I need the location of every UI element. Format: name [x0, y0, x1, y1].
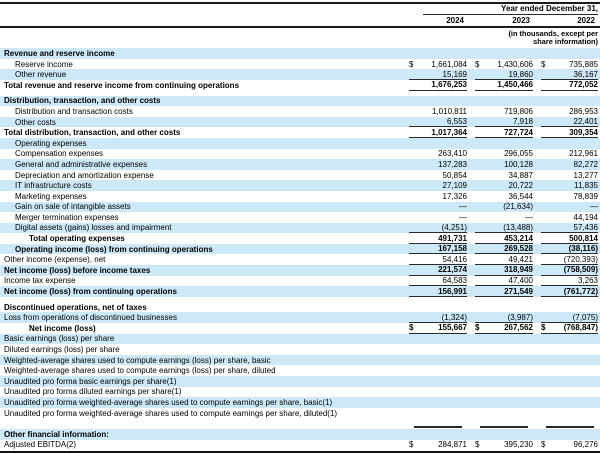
table-row: [0, 159, 600, 170]
value-cell: [409, 440, 467, 451]
value-cell: [475, 334, 533, 345]
year-column-2024: 2024: [446, 15, 464, 25]
value-cell: [541, 429, 598, 440]
value-cell: [409, 365, 467, 376]
value-text: 137,283: [438, 159, 467, 169]
row-label: Distribution, transaction, and other costs: [4, 96, 161, 106]
row-label: IT infrastructure costs: [15, 181, 92, 191]
table-row: [0, 365, 600, 376]
value-text: 155,667: [438, 323, 467, 333]
table-row: [0, 265, 600, 276]
value-text: 36,544: [508, 191, 533, 201]
value-cell: [409, 376, 467, 387]
value-cell: [409, 191, 467, 202]
row-label: Unaudited pro forma basic earnings per share(1): [4, 376, 177, 386]
dollar-sign: $: [475, 323, 480, 333]
units-note: [0, 28, 600, 48]
value-cell: [541, 323, 598, 334]
value-cell: [409, 286, 467, 297]
value-cell: [409, 117, 467, 128]
value-cell: [475, 106, 533, 117]
row-label: Merger termination expenses: [15, 212, 119, 222]
dollar-sign: $: [541, 323, 546, 333]
value-text: 1,661,084: [431, 59, 467, 69]
value-text: 318,949: [504, 265, 533, 275]
value-cell: [475, 96, 533, 107]
value-cell: [475, 365, 533, 376]
value-text: 13,277: [573, 170, 598, 180]
value-text: 395,230: [504, 440, 533, 450]
value-cell: [409, 397, 467, 408]
value-cell: [475, 117, 533, 128]
value-cell: [475, 138, 533, 149]
row-label: Digital assets (gains) losses and impairment: [15, 223, 172, 233]
value-text: 267,562: [504, 323, 533, 333]
table-row: [0, 212, 600, 223]
value-cell: [541, 170, 598, 181]
value-text: 727,724: [504, 127, 533, 137]
row-label: General and administrative expenses: [15, 159, 148, 169]
row-label: Marketing expenses: [15, 191, 87, 201]
value-cell: [409, 408, 467, 419]
value-cell: [475, 59, 533, 70]
value-cell: [475, 80, 533, 91]
value-cell: [541, 302, 598, 313]
value-cell: [409, 276, 467, 287]
value-cell: [409, 265, 467, 276]
value-cell: [541, 202, 598, 213]
value-cell: [475, 191, 533, 202]
value-text: 286,953: [569, 106, 598, 116]
units-note-line2: share information): [533, 36, 598, 46]
value-cell: [475, 265, 533, 276]
value-cell: [541, 48, 598, 59]
value-cell: [409, 312, 467, 323]
value-cell: [409, 344, 467, 355]
value-text: 100,128: [504, 159, 533, 169]
year-column-2023: 2023: [512, 15, 530, 25]
value-cell: [541, 355, 598, 366]
value-cell: [475, 344, 533, 355]
table-row: [0, 355, 600, 366]
value-text: 49,421: [508, 254, 533, 264]
row-label: Discontinued operations, net of taxes: [4, 302, 147, 312]
table-row: [0, 180, 600, 191]
value-cell: [475, 254, 533, 265]
row-label: Total revenue and reserve income from continuing operations: [4, 80, 240, 90]
dollar-sign: $: [475, 59, 480, 69]
value-cell: [409, 254, 467, 265]
value-text: 269,528: [504, 244, 533, 254]
value-text: 772,052: [569, 80, 598, 90]
value-cell: [475, 223, 533, 234]
value-cell: [409, 59, 467, 70]
value-cell: [541, 418, 598, 429]
value-cell: [409, 96, 467, 107]
value-text: 20,722: [508, 181, 533, 191]
row-label: Weighted-average shares used to compute earnings (loss) per share, basic: [4, 355, 271, 365]
value-text: 15,169: [442, 69, 467, 79]
value-cell: [541, 180, 598, 191]
value-cell: [541, 286, 598, 297]
table-row: [0, 138, 600, 149]
value-cell: [541, 254, 598, 265]
value-text: 309,354: [569, 127, 598, 137]
year-column-2022: 2022: [577, 15, 595, 25]
value-cell: [475, 244, 533, 255]
value-text: (3,987): [507, 312, 533, 322]
empty-value-rule: [480, 420, 528, 428]
dollar-sign: $: [541, 59, 546, 69]
value-cell: [409, 355, 467, 366]
value-text: (1,324): [441, 312, 467, 322]
empty-rule-row: [0, 418, 600, 429]
value-cell: [475, 276, 533, 287]
value-cell: [475, 233, 533, 244]
value-cell: [409, 323, 467, 334]
value-cell: [409, 334, 467, 345]
table-row: [0, 202, 600, 213]
value-cell: [475, 159, 533, 170]
row-label: Reserve income: [15, 59, 73, 69]
row-label: Compensation expenses: [15, 149, 104, 159]
row-label: Basic earnings (loss) per share: [4, 334, 115, 344]
value-text: 1,430,606: [497, 59, 533, 69]
value-cell: [475, 286, 533, 297]
value-cell: [475, 170, 533, 181]
value-cell: [541, 117, 598, 128]
value-text: 54,416: [442, 254, 467, 264]
value-cell: [541, 223, 598, 234]
value-cell: [409, 223, 467, 234]
table-row: [0, 149, 600, 160]
value-cell: [409, 69, 467, 80]
row-label: Distribution and transaction costs: [15, 106, 133, 116]
row-label: Operating expenses: [15, 138, 87, 148]
section-row: [0, 302, 600, 313]
value-cell: [541, 96, 598, 107]
value-cell: [409, 418, 467, 429]
value-text: —: [525, 212, 533, 222]
value-text: 156,991: [438, 286, 467, 296]
value-text: 22,401: [573, 117, 598, 127]
value-cell: [409, 202, 467, 213]
value-cell: [541, 397, 598, 408]
table-row: [0, 286, 600, 297]
value-text: 735,885: [569, 59, 598, 69]
value-text: 27,109: [442, 181, 467, 191]
table-row: [0, 69, 600, 80]
value-text: 96,276: [573, 440, 598, 450]
value-text: —: [590, 202, 598, 212]
value-cell: [541, 149, 598, 160]
value-text: 50,854: [442, 170, 467, 180]
row-label: Income tax expense: [4, 276, 76, 286]
table-row: [0, 117, 600, 128]
value-text: 47,400: [508, 275, 533, 285]
value-cell: [409, 244, 467, 255]
table-row: [0, 254, 600, 265]
table-row: [0, 244, 600, 255]
value-cell: [541, 276, 598, 287]
value-cell: [475, 212, 533, 223]
value-cell: [409, 429, 467, 440]
value-cell: [475, 440, 533, 451]
empty-value-rule: [546, 420, 594, 428]
value-cell: [475, 323, 533, 334]
value-text: —: [459, 202, 467, 212]
value-text: 296,055: [504, 149, 533, 159]
row-label: Total operating expenses: [29, 234, 125, 244]
value-text: 36,167: [573, 69, 598, 79]
year-header-row: [0, 15, 600, 25]
row-label: Net income (loss) from continuing operations: [4, 287, 177, 297]
value-text: 221,574: [438, 265, 467, 275]
table-row: [0, 312, 600, 323]
value-cell: [409, 212, 467, 223]
value-cell: [409, 302, 467, 313]
table-row: [0, 191, 600, 202]
row-label: Adjusted EBITDA(2): [4, 440, 77, 450]
value-text: (768,847): [563, 323, 598, 333]
value-cell: [541, 376, 598, 387]
value-text: 34,887: [508, 170, 533, 180]
row-label: Diluted earnings (loss) per share: [4, 345, 120, 355]
row-label: Operating income (loss) from continuing operations: [15, 244, 213, 254]
value-text: 453,214: [504, 233, 533, 243]
row-label: Net income (loss): [29, 323, 96, 333]
table-row: [0, 323, 600, 334]
value-cell: [541, 334, 598, 345]
table-row: [0, 376, 600, 387]
row-label: Loss from operations of discontinued businesses: [4, 313, 177, 323]
row-label: Depreciation and amortization expense: [15, 170, 154, 180]
value-cell: [541, 233, 598, 244]
value-cell: [409, 180, 467, 191]
value-text: 719,806: [504, 106, 533, 116]
value-cell: [475, 302, 533, 313]
value-cell: [409, 48, 467, 59]
value-cell: [541, 365, 598, 376]
value-cell: [475, 202, 533, 213]
value-text: (758,509): [563, 265, 598, 275]
value-cell: [475, 408, 533, 419]
row-label: Other financial information:: [4, 429, 109, 439]
table-row: [0, 170, 600, 181]
value-cell: [541, 127, 598, 138]
value-text: 167,158: [438, 244, 467, 254]
bottom-rule: [0, 451, 600, 453]
value-cell: [409, 387, 467, 398]
value-text: (4,251): [441, 222, 467, 232]
value-cell: [475, 48, 533, 59]
row-label: Unaudited pro forma weighted-average shares used to compute earnings per share, basic(1): [4, 397, 333, 407]
table-row: [0, 59, 600, 70]
value-cell: [475, 387, 533, 398]
value-text: 11,835: [574, 181, 598, 191]
empty-value-rule: [414, 420, 462, 428]
value-cell: [541, 265, 598, 276]
value-text: (761,772): [563, 286, 598, 296]
value-cell: [475, 180, 533, 191]
value-cell: [475, 355, 533, 366]
value-cell: [475, 397, 533, 408]
value-cell: [541, 387, 598, 398]
value-cell: [541, 212, 598, 223]
dollar-sign: $: [409, 323, 414, 333]
row-label: Total distribution, transaction, and other costs: [4, 128, 181, 138]
value-cell: [409, 170, 467, 181]
dollar-sign: $: [475, 440, 480, 450]
dollar-sign: $: [409, 59, 414, 69]
value-cell: [541, 244, 598, 255]
value-text: 82,272: [573, 159, 598, 169]
value-text: 284,871: [438, 440, 467, 450]
row-label: Net income (loss) before income taxes: [4, 265, 151, 275]
value-text: 500,814: [569, 233, 598, 243]
value-cell: [409, 127, 467, 138]
table-row: [0, 334, 600, 345]
value-cell: [475, 312, 533, 323]
value-text: —: [459, 212, 467, 222]
value-text: 1,017,364: [431, 127, 467, 137]
value-cell: [541, 191, 598, 202]
table-row: [0, 127, 600, 138]
value-text: 19,860: [508, 69, 533, 79]
value-cell: [409, 106, 467, 117]
value-text: 1,450,466: [497, 80, 533, 90]
value-cell: [475, 127, 533, 138]
row-label: Revenue and reserve income: [4, 48, 115, 58]
value-text: (720,393): [563, 254, 598, 264]
value-text: 212,961: [569, 149, 598, 159]
value-cell: [541, 440, 598, 451]
value-cell: [541, 344, 598, 355]
value-text: 3,263: [577, 275, 598, 285]
value-text: (21,634): [503, 202, 533, 212]
value-cell: [541, 69, 598, 80]
table-row: [0, 440, 600, 451]
value-text: 17,326: [442, 191, 467, 201]
section-row: [0, 96, 600, 107]
table-row: [0, 397, 600, 408]
statement-rows: [0, 48, 600, 450]
value-text: (38,116): [568, 244, 598, 254]
table-row: [0, 223, 600, 234]
dollar-sign: $: [541, 440, 546, 450]
table-row: [0, 276, 600, 287]
table-row: [0, 106, 600, 117]
value-cell: [409, 159, 467, 170]
row-label: Unaudited pro forma weighted-average shares used to compute earnings per share, diluted(1): [4, 408, 338, 418]
value-text: 491,731: [438, 233, 467, 243]
value-cell: [475, 149, 533, 160]
value-text: (7,075): [572, 312, 598, 322]
value-cell: [541, 106, 598, 117]
value-cell: [541, 312, 598, 323]
period-label: Year ended December 31,: [423, 4, 598, 15]
value-cell: [409, 149, 467, 160]
value-cell: [409, 138, 467, 149]
value-cell: [475, 69, 533, 80]
dollar-sign: $: [409, 440, 414, 450]
value-cell: [541, 138, 598, 149]
value-text: (13,488): [503, 222, 533, 232]
value-cell: [409, 80, 467, 91]
value-cell: [475, 376, 533, 387]
value-text: 263,410: [438, 149, 467, 159]
header-spacer: [0, 4, 423, 15]
value-cell: [541, 80, 598, 91]
row-label: Other costs: [15, 117, 56, 127]
row-label: Weighted-average shares used to compute earnings (loss) per share, diluted: [4, 366, 276, 376]
value-text: 7,918: [512, 117, 533, 127]
units-note-line1: (in thousands, except per: [508, 29, 598, 38]
row-label: Unaudited pro forma diluted earnings per share(1): [4, 387, 182, 397]
row-label: Other income (expense), net: [4, 255, 106, 265]
value-text: 6,553: [446, 117, 467, 127]
value-text: 271,549: [504, 286, 533, 296]
value-text: 44,194: [573, 212, 598, 222]
value-text: 78,839: [573, 191, 598, 201]
value-text: 57,436: [573, 222, 598, 232]
value-text: 1,676,253: [431, 80, 467, 90]
period-header-row: [0, 4, 600, 15]
value-cell: [475, 418, 533, 429]
row-label: Gain on sale of intangible assets: [15, 202, 131, 212]
section-row: [0, 429, 600, 440]
table-row: [0, 387, 600, 398]
table-row: [0, 80, 600, 91]
value-cell: [475, 429, 533, 440]
value-text: 64,583: [442, 275, 467, 285]
value-text: 1,010,811: [432, 106, 467, 116]
value-cell: [541, 159, 598, 170]
value-cell: [541, 59, 598, 70]
row-label: Other revenue: [15, 70, 67, 80]
table-row: [0, 233, 600, 244]
table-row: [0, 408, 600, 419]
value-cell: [541, 408, 598, 419]
section-row: [0, 48, 600, 59]
table-row: [0, 344, 600, 355]
value-cell: [409, 233, 467, 244]
